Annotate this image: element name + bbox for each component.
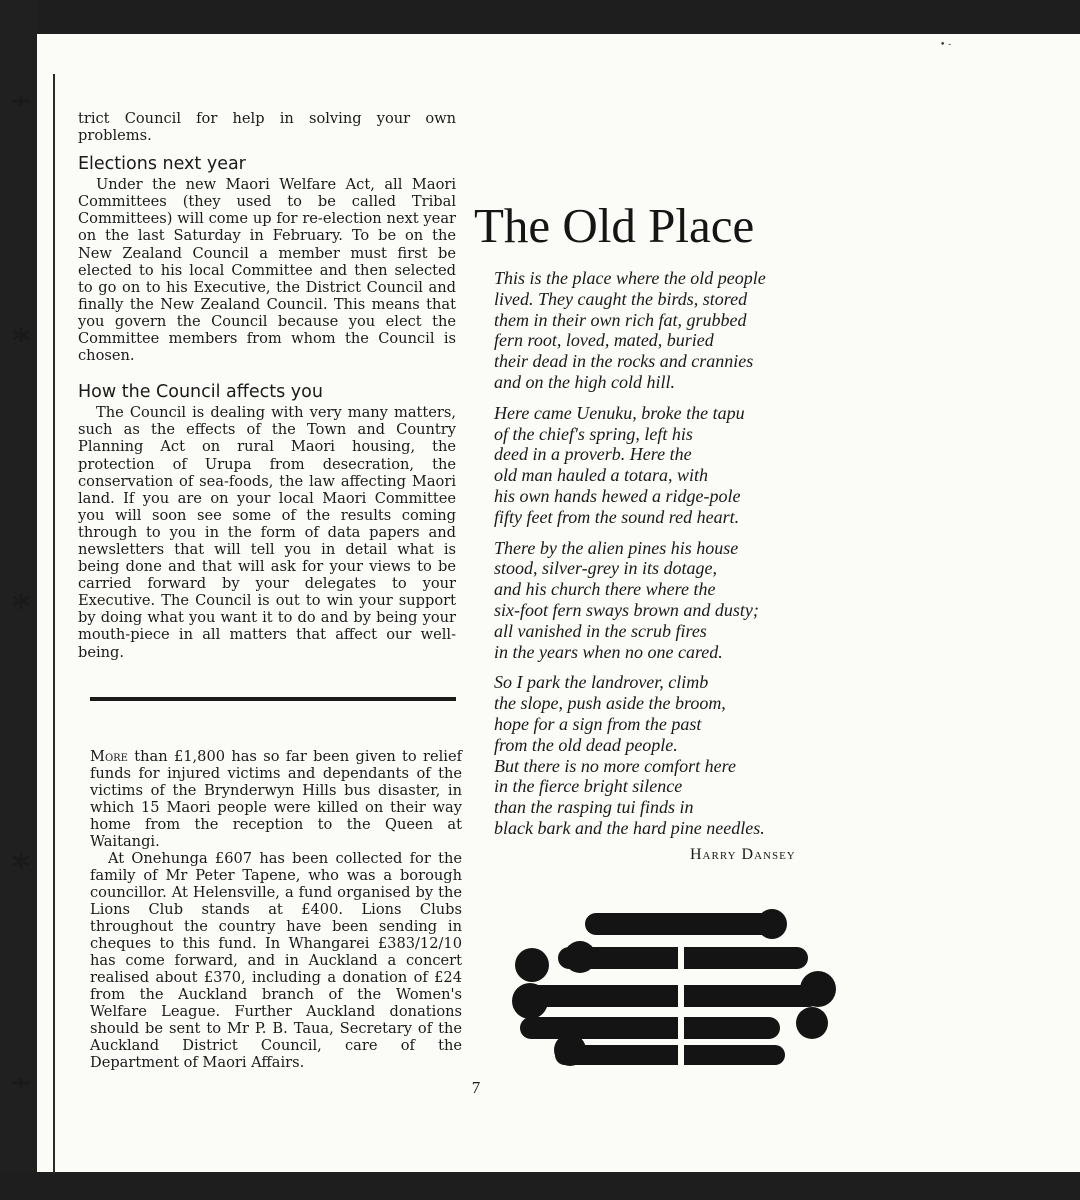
divider-rule [90, 697, 456, 701]
poem-line: in the fierce bright silence [494, 776, 683, 797]
relief-article [90, 748, 462, 1071]
poem-line: his own hands hewed a ridge-pole [494, 485, 741, 506]
poem-line: from the old dead people. [494, 734, 678, 755]
binding-mark-icon [10, 1074, 32, 1092]
poem-line: But there is no more comfort here [494, 755, 736, 776]
binding-mark-icon [10, 852, 32, 870]
poem-line: old man hauled a totara, with [494, 465, 709, 486]
poem-line: stood, silver-grey in its dotage, [494, 558, 717, 579]
poem-line: Here came Uenuku, broke the tapu [494, 402, 745, 423]
poem-line: six-foot fern sways brown and dusty; [494, 599, 759, 620]
poem-line: and on the high cold hill. [494, 371, 675, 392]
poem-line: black bark and the hard pine needles. [494, 817, 765, 838]
left-column [78, 110, 456, 661]
heading-elections: Elections next year [78, 154, 246, 175]
poem-line: them in their own rich fat, grubbed [494, 309, 747, 330]
poem-title: The Old Place [474, 198, 755, 253]
poem-stanza [494, 403, 874, 528]
poem-author: Harry Dansey [690, 846, 796, 863]
poem-line: So I park the landrover, climb [494, 672, 709, 693]
intro-text: trict Council for help in solving your own problems. [78, 110, 456, 145]
elections-body: Under the new Maori Welfare Act, all Maori Committees (they used to be called Tribal Committees) will come up for re-election next year on the last Saturday in February. To be on the New Zealand Council a member must first be elected to his local Committee and then selected to go on to his Executive, the District Council and finally the New Zealand Council. This means that you govern the Council because you elect the Committee members from whom the Council is chosen. [78, 176, 456, 365]
relief-para-1 [90, 748, 462, 850]
lead-word: More [90, 748, 128, 765]
poem-line: fern root, loved, mated, buried [494, 330, 714, 351]
poem-stanza [494, 268, 874, 393]
poem-line: deed in a proverb. Here the [494, 444, 692, 465]
poem-line: There by the alien pines his house [494, 537, 739, 558]
poem-line: This is the place where the old people [494, 268, 766, 288]
poem-line: the slope, push aside the broom, [494, 693, 726, 714]
poem-stanza [494, 672, 874, 838]
binding-mark-icon [10, 92, 32, 110]
scan-border-bottom [0, 1172, 1080, 1200]
council-body: The Council is dealing with very many matters, such as the effects of the Town and Country Planning Act on rural Maori housing, the protection of Urupa from desecration, the conservation of sea-foods, the law affecting Maori land. If you are on your local Maori Committee you will soon see some of the results coming through to you in the form of data papers and newsletters that will tell you in detail what is being done and that will ask for your views to be carried forward by your delegates to your Executive. The Council is out to win your support by doing what you want it to do and by being your mouth-piece in all matters that affect our well-being. [78, 404, 456, 661]
poem-line: of the chief's spring, left his [494, 423, 693, 444]
relief-para-1-text: than £1,800 has so far been given to relief funds for injured victims and dependants of the victims of the Brynderwyn Hills bus disaster, in which 15 Maori people were killed on their way home from the reception to the Queen at Waitangi. [90, 748, 462, 850]
binding-mark-icon [10, 592, 32, 610]
scan-border-top [0, 0, 1080, 34]
scan-speck: • - [940, 40, 952, 50]
poem-line: and his church there where the [494, 579, 716, 600]
heading-council-affects: How the Council affects you [78, 382, 323, 403]
poem-body [494, 268, 874, 849]
poem-line: hope for a sign from the past [494, 713, 702, 734]
poem-line: lived. They caught the birds, stored [494, 288, 748, 309]
binding-mark-icon [10, 326, 32, 344]
poem-line: all vanished in the scrub fires [494, 620, 707, 641]
page-number: 7 [471, 1078, 481, 1097]
binding-line [53, 74, 55, 1174]
poem-line: fifty feet from the sound red heart. [494, 506, 740, 527]
koru-emblem-icon [500, 905, 840, 1070]
relief-para-2: At Onehunga £607 has been collected for the family of Mr Peter Tapene, who was a borough councillor. At Helensville, a fund organised by the Lions Club stands at £400. Lions Clubs throughout the country have been sending in cheques to this fund. In Whangarei £383/12/10 has come forward, and in Auckland a concert realised about £370, including a donation of £24 from the Auckland branch of the Women's Welfare League. Further Auckland donations should be sent to Mr P. B. Taua, Secretary of the Auckland District Council, care of the Department of Maori Affairs. [90, 850, 462, 1071]
poem-line: their dead in the rocks and crannies [494, 351, 754, 372]
poem-stanza [494, 538, 874, 663]
poem-line: than the rasping tui finds in [494, 797, 694, 818]
poem-line: in the years when no one cared. [494, 641, 723, 662]
